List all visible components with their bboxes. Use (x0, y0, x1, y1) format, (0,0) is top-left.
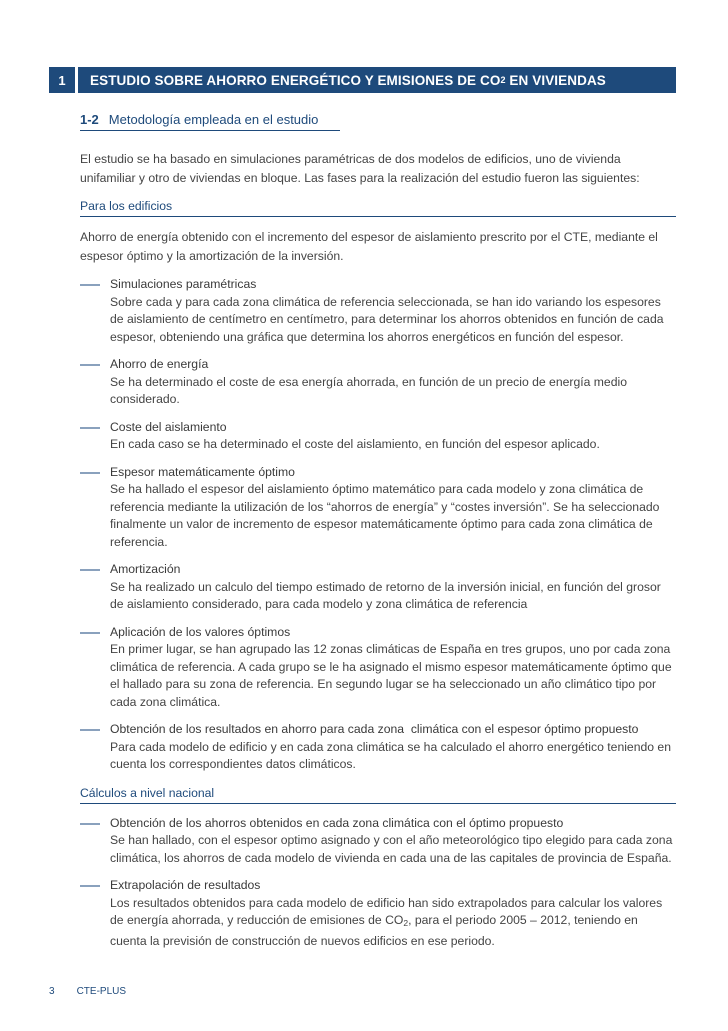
item-text: Sobre cada y para cada zona climática de referencia seleccionada, se han ido variando los espesores de aislamiento de centímetro en centímetro, para determinar los ahorros obtenidos en función de cada espesor, obteniendo una gráfica que determina los ahorros energéticos en función del espesor. (110, 294, 664, 344)
item-title: Obtención de los ahorros obtenidos en cada zona climática con el óptimo propuesto (110, 815, 564, 830)
page-footer (49, 986, 126, 997)
buildings-intro: Ahorro de energía obtenido con el incremento del espesor de aislamiento prescrito por el CTE, mediante el espesor óptimo y la amortización de la inversión. (80, 230, 658, 263)
item-text-end: , para el periodo 2005 – 2012, teniendo en cuenta la previsión de construcción de nuevos edificios en ese periodo. (110, 913, 638, 948)
list-item (80, 464, 676, 552)
list-item (80, 877, 676, 950)
list-item (80, 276, 676, 346)
list-item (80, 561, 676, 614)
item-text: En primer lugar, se han agrupado las 12 zonas climáticas de España en tres grupos, uno por cada zona climática de referencia. A cada grupo se le ha asignado el mismo espesor matemáticamente óptimo que el hallado para su zona de referencia. En segundo lugar se ha seleccionado un año climático tipo por cada zona climática. (110, 642, 672, 709)
chapter-number: 1 (49, 67, 75, 93)
list-item (80, 721, 676, 774)
item-text: Se ha realizado un calculo del tiempo estimado de retorno de la inversión inicial, en función del grosor de aislamiento considerado, para cada modelo y zona climática de referencia (110, 579, 661, 611)
chapter-header (49, 67, 676, 93)
item-title: Amortización (110, 562, 181, 576)
item-text: En cada caso se ha determinado el coste del aislamiento, en función del espesor aplicado. (110, 437, 600, 451)
intro-paragraph: El estudio se ha basado en simulaciones paramétricas de dos modelos de edificios, uno de vivienda unifamiliar y otro de viviendas en bloque. Las fases para la realización del estudio fueron las siguientes: (80, 152, 640, 185)
dash-bullet (80, 729, 100, 731)
dash-bullet (80, 364, 100, 366)
national-list (80, 815, 676, 951)
list-item (80, 419, 676, 454)
list-item (80, 356, 676, 409)
list-item (80, 815, 676, 868)
item-text (110, 895, 676, 951)
dash-bullet (80, 885, 100, 887)
dash-bullet (80, 284, 100, 286)
dash-bullet (80, 427, 100, 429)
item-title: Espesor matemáticamente óptimo (110, 464, 295, 479)
item-title: Ahorro de energía (110, 357, 209, 371)
item-text: Se ha hallado el espesor del aislamiento óptimo matemático para cada modelo y zona climática de referencia mediante la utilización de los “ahorros de energía” y “costes inversión”. Se ha seleccionado finalmente un valor de incremento de espesor matemáticamente óptimo para cada zona climática de referencia. (110, 482, 660, 549)
item-text-subscript: 2 (403, 918, 409, 928)
page-number: 3 (49, 986, 55, 997)
item-title: Coste del aislamiento (110, 419, 227, 434)
dash-bullet (80, 472, 100, 474)
chapter-title-subscript: 2 (500, 75, 506, 85)
item-title: Simulaciones paramétricas (110, 277, 257, 291)
list-item (80, 624, 676, 712)
section-header (80, 108, 340, 131)
buildings-heading: Para los edificios (80, 199, 676, 217)
item-title: Aplicación de los valores óptimos (110, 624, 291, 639)
dash-bullet (80, 569, 100, 571)
item-title: Extrapolación de resultados (110, 878, 261, 892)
section-title: Metodología empleada en el estudio (108, 111, 319, 127)
item-text-main: Los resultados obtenidos para cada modelo de edificio han sido extrapolados para calcular los valores de energía ahorrada, y reducción de emisiones de CO (110, 895, 663, 927)
dash-bullet (80, 823, 100, 825)
item-title: Obtención de los resultados en ahorro para cada zona climática con el espesor óptimo propuesto (110, 722, 639, 736)
page-content (80, 150, 676, 950)
dash-bullet (80, 632, 100, 634)
footer-brand: CTE-PLUS (76, 986, 127, 997)
item-text: Se ha determinado el coste de esa energía ahorrada, en función de un precio de energía medio considerado. (110, 374, 627, 406)
national-heading: Cálculos a nivel nacional (80, 786, 676, 804)
chapter-title (78, 67, 676, 93)
chapter-title-end: EN VIVIENDAS (505, 72, 606, 88)
chapter-title-main: ESTUDIO SOBRE AHORRO ENERGÉTICO Y EMISIONES DE CO (90, 72, 501, 88)
section-number: 1-2 (80, 111, 99, 127)
buildings-list (80, 276, 676, 774)
item-text: Se han hallado, con el espesor optimo asignado y con el año meteorológico tipo elegido para cada zona climática, los ahorros de cada modelo de vivienda en cada una de las capitales de provincia de España. (110, 833, 673, 865)
item-text: Para cada modelo de edificio y en cada zona climática se ha calculado el ahorro energético teniendo en cuenta los correspondientes datos climáticos. (110, 739, 671, 771)
